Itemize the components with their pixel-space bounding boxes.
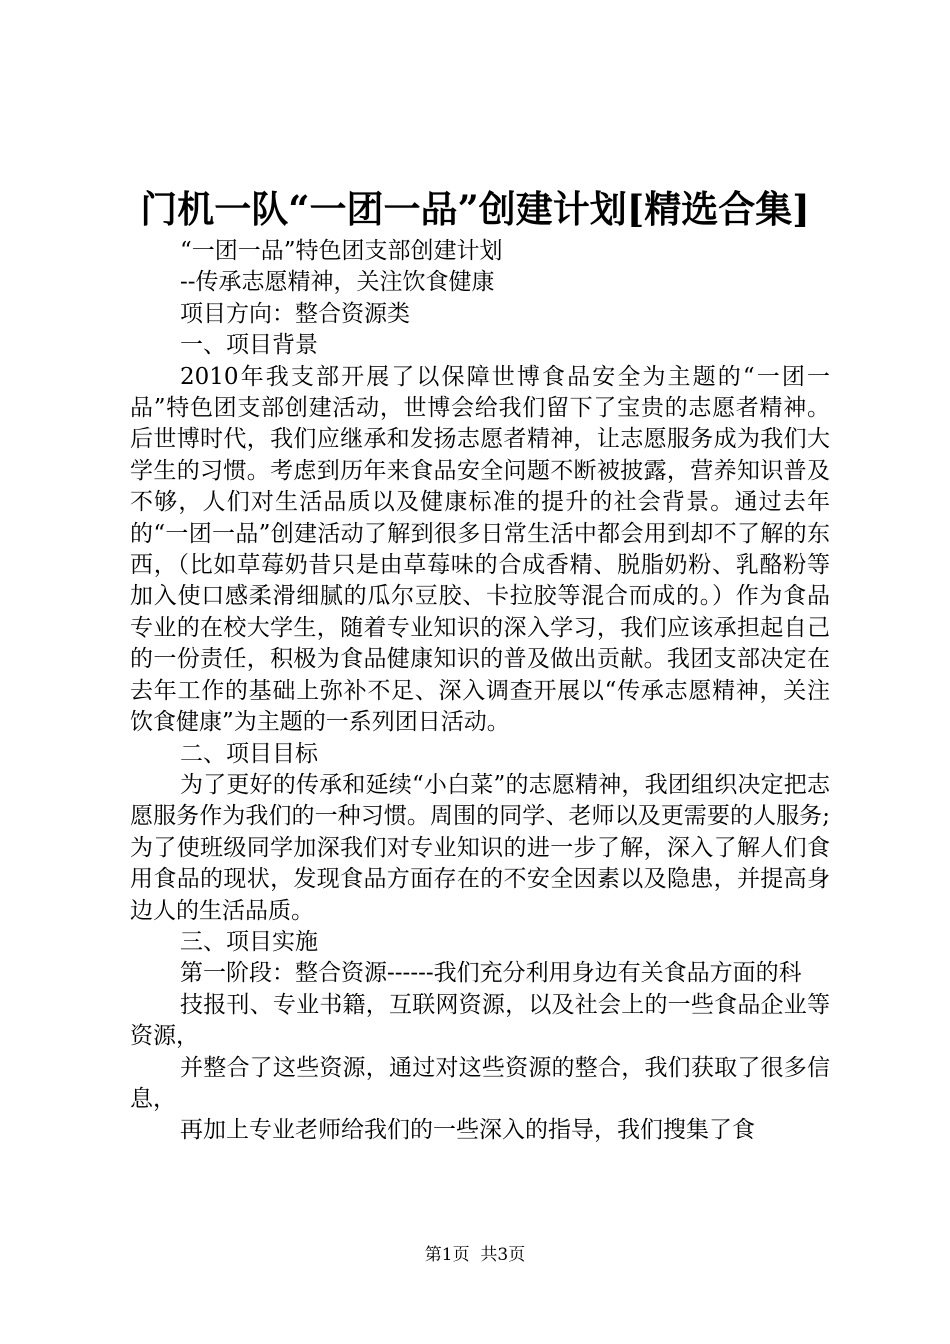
- direction-paragraph: 项目方向：整合资源类: [180, 300, 410, 327]
- theme-paragraph: --传承志愿精神，关注饮食健康: [180, 269, 495, 296]
- subtitle-paragraph: “一团一品”特色团支部创建计划: [180, 238, 503, 264]
- body-paragraph: 技报刊、专业书籍，互联网资源，以及社会上的一些食品企业等资源，: [130, 991, 830, 1050]
- body-paragraph: 第一阶段：整合资源------我们充分利用身边有关食品方面的科: [180, 960, 802, 987]
- page-footer: [0, 1243, 950, 1267]
- document-body: [130, 236, 830, 1147]
- document-title: 门机一队“一团一品”创建计划[精选合集]: [140, 187, 810, 231]
- page-total: 共3页: [480, 1245, 526, 1265]
- body-paragraph: 为了更好的传承和延续“小白菜”的志愿精神，我团组织决定把志愿服务作为我们的一种习惯。周围的同学、老师以及更需要的人服务;为了使班级同学加深我们对专业知识的进一步了解，深入了解人们食用食品的现状，发现食品方面存在的不安全因素以及隐患，并提高身边人的生活品质。: [130, 771, 830, 924]
- section-heading: 一、项目背景: [180, 332, 318, 359]
- section-heading: 二、项目目标: [180, 740, 318, 767]
- body-paragraph: 再加上专业老师给我们的一些深入的指导，我们搜集了食: [180, 1117, 755, 1144]
- page-number: 第1页: [424, 1245, 470, 1265]
- body-paragraph: 2010年我支部开展了以保障世博食品安全为主题的“一团一品”特色团支部创建活动，世博会给我们留下了宝贵的志愿者精神。后世博时代，我们应继承和发扬志愿者精神，让志愿服务成为我们大学生的习惯。考虑到历年来食品安全问题不断被披露，营养知识普及不够，人们对生活品质以及健康标准的提升的社会背景。通过去年的“一团一品”创建活动了解到很多日常生活中都会用到却不了解的东西，（比如草莓奶昔只是由草莓味的合成香精、脱脂奶粉、乳酪粉等加入使口感柔滑细腻的瓜尔豆胶、卡拉胶等混合而成的。）作为食品专业的在校大学生，随着专业知识的深入学习，我们应该承担起自己的一份责任，积极为食品健康知识的普及做出贡献。我团支部决定在去年工作的基础上弥补不足、深入调查开展以“传承志愿精神，关注饮食健康”为主题的一系列团日活动。: [130, 363, 830, 736]
- section-heading: 三、项目实施: [180, 928, 318, 955]
- footer-spacer: [470, 1245, 481, 1265]
- body-paragraph: 并整合了这些资源，通过对这些资源的整合，我们获取了很多信息，: [130, 1054, 830, 1112]
